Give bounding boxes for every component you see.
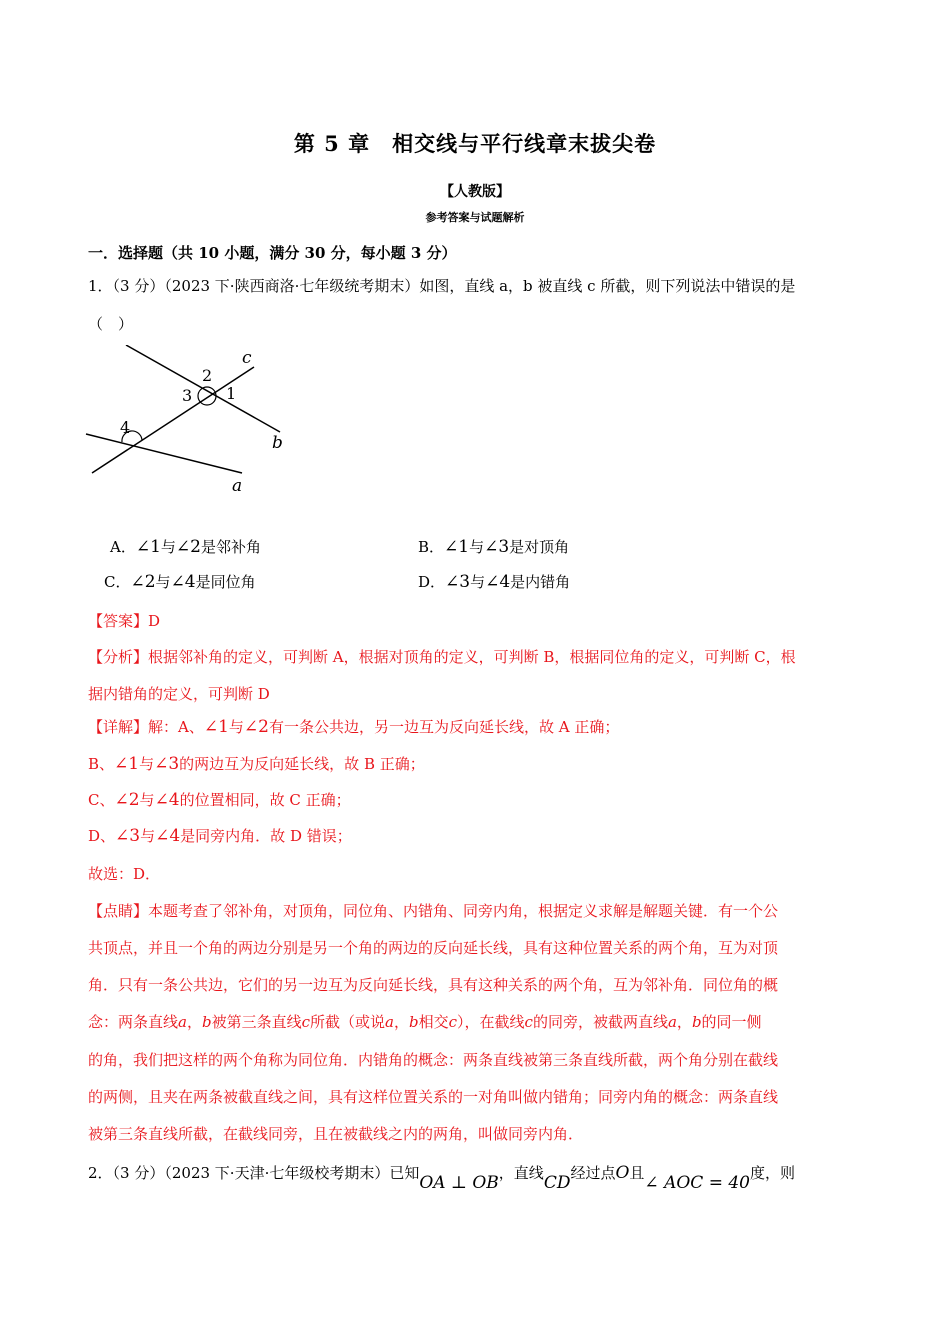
q1-stem-line1: 1．（3 分）（2023 下·陕西商洛·七年级统考期末）如图，直线 a，b 被直线 c 所截，则下列说法中错误的是 [88, 277, 796, 295]
q1-comment-line3: 角．只有一条公共边，它们的另一边互为反向延长线，具有这种关系的两个角，互为邻补角．同位角的概 [88, 976, 779, 994]
q1-detail-line4: D、∠3与∠4是同旁内角．故 D 错误； [88, 826, 352, 846]
q1-detail-line3: C、∠2与∠4的位置相同，故 C 正确； [88, 790, 351, 810]
label-b: b [272, 433, 283, 453]
label-1: 1 [226, 384, 237, 403]
page-title: 第 5 章 相交线与平行线章末拔尖卷 [293, 131, 657, 156]
q1-analysis-line1: 【分析】根据邻补角的定义，可判断 A，根据对顶角的定义，可判断 B，根据同位角的定义，可判断 C，根 [88, 648, 796, 666]
q1-comment-line2: 共顶点，并且一个角的两边分别是另一个角的两边的反向延长线，具有这种位置关系的两个角，互为对顶 [88, 939, 779, 957]
q1-choose: 故选：D． [88, 865, 161, 883]
label-a: a [232, 476, 243, 496]
option-d[interactable]: D．∠3与∠4是内错角 [418, 572, 571, 592]
label-4: 4 [120, 418, 131, 437]
q1-answer: 【答案】D [88, 612, 161, 630]
section-heading: 一．选择题（共 10 小题，满分 30 分，每小题 3 分） [88, 244, 457, 262]
q1-comment-line4: 念：两条直线a，b被第三条直线c所截（或说a，b相交c），在截线c的同旁，被截两直线a，b的同一侧 [88, 1013, 762, 1031]
option-c[interactable]: C．∠2与∠4是同位角 [104, 572, 256, 592]
q1-stem-line2: （ ） [88, 315, 134, 333]
q1-comment-line7: 被第三条直线所截，在截线同旁，且在被截线之内的两角，叫做同旁内角． [88, 1125, 584, 1143]
q1-analysis-line2: 据内错角的定义，可判断 D [88, 685, 270, 703]
q2-stem: 2．（3 分）（2023 下·天津·七年级校考期末）已知OA ⊥ OB，直线CD经过点O且∠ AOC = 40度，则 [88, 1163, 795, 1193]
option-a[interactable]: A．∠1与∠2是邻补角 [110, 537, 261, 557]
line-c [92, 367, 254, 473]
edition-label: 【人教版】 [440, 184, 510, 200]
subtitle: 参考答案与试题解析 [425, 211, 525, 224]
option-b[interactable]: B．∠1与∠3是对顶角 [418, 537, 570, 557]
q1-figure [84, 345, 304, 500]
q1-detail-line2: B、∠1与∠3的两边互为反向延长线，故 B 正确； [88, 754, 425, 774]
q1-comment-line6: 的两侧，且夹在两条被截直线之间，具有这样位置关系的一对角叫做内错角；同旁内角的概念：两条直线 [88, 1088, 779, 1106]
q1-detail-line1: 【详解】解：A、∠1与∠2有一条公共边，另一边互为反向延长线，故 A 正确； [88, 717, 620, 737]
label-3: 3 [182, 386, 193, 405]
q1-comment-line5: 的角，我们把这样的两个角称为同位角．内错角的概念：两条直线被第三条直线所截，两个角分别在截线 [88, 1051, 779, 1069]
label-2: 2 [202, 366, 213, 385]
q1-comment-line1: 【点睛】本题考查了邻补角，对顶角，同位角、内错角、同旁内角，根据定义求解是解题关键．有一个公 [88, 902, 779, 920]
label-c: c [242, 348, 252, 368]
line-a [86, 434, 242, 473]
